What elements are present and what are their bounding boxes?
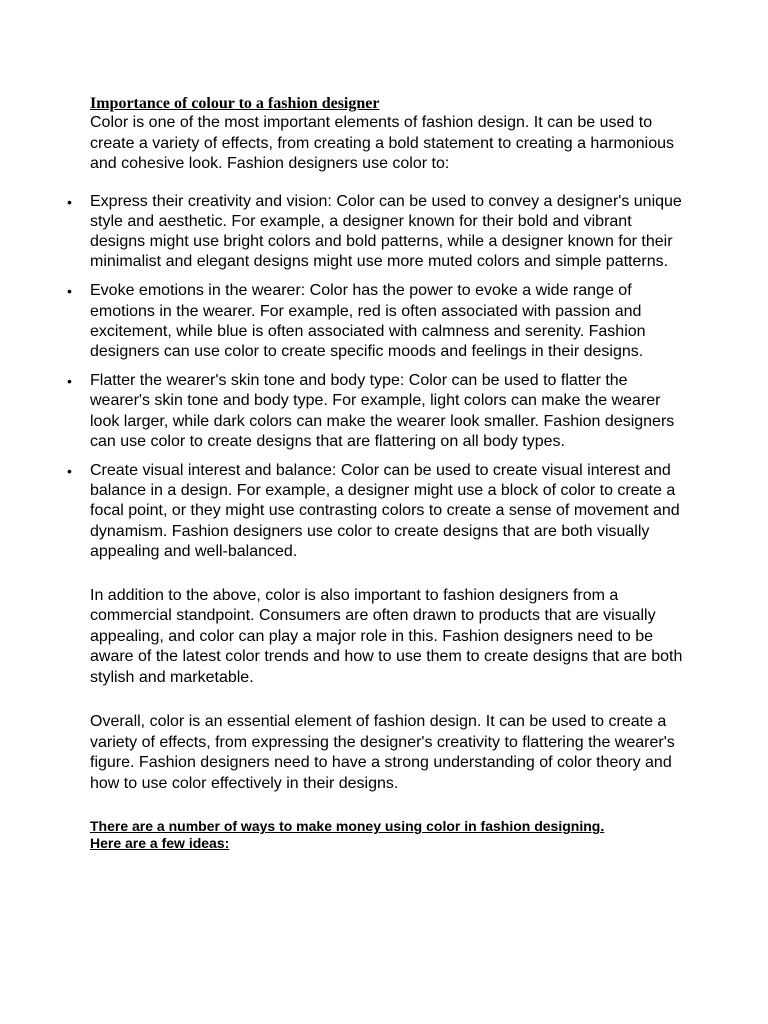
bullet-text: Evoke emotions in the wearer: Color has the power to evoke a wide range of emotions in the wearer. For example, red is often associated with passion and excitement, while blue is often associated with calmness and serenity. Fashion designers can use color to create specific moods and feelings in their designs. — [90, 282, 646, 360]
bullet-icon: • — [67, 193, 72, 210]
closing-heading-line-2: Here are a few ideas: — [90, 835, 230, 852]
commercial-paragraph: In addition to the above, color is also important to fashion designers from a commercial standpoint. Consumers are often drawn to products that are visually appealing, and color can play a major role in this. Fashion designers need to be aware of the latest color trends and how to use them to create designs that are both stylish and marketable. — [90, 586, 683, 686]
bullet-text: Flatter the wearer's skin tone and body type: Color can be used to flatter the wearer's skin tone and body type. For example, light colors can make the wearer look larger, while dark colors can make the wearer look smaller. Fashion designers can use color to create designs that are flattering on all body types. — [90, 372, 675, 450]
document-title: Importance of colour to a fashion designer — [90, 95, 380, 112]
closing-heading-line-1: There are a number of ways to make money using color in fashion designing. — [90, 818, 605, 835]
closing-heading — [90, 818, 690, 852]
list-item — [67, 371, 690, 452]
document-page — [67, 95, 690, 852]
bullet-icon: • — [67, 373, 72, 390]
list-item — [67, 281, 690, 362]
bullet-list — [67, 192, 690, 562]
intro-paragraph: Color is one of the most important elements of fashion design. It can be used to create a variety of effects, from creating a bold statement to creating a harmonious and cohesive look. Fashion designers use color to: — [90, 114, 675, 172]
list-item — [67, 192, 690, 273]
list-item — [67, 461, 690, 562]
bullet-icon: • — [67, 283, 72, 300]
bullet-text: Express their creativity and vision: Color can be used to convey a designer's unique style and aesthetic. For example, a designer known for their bold and vibrant designs might use bright colors and bold patterns, while a designer known for their minimalist and elegant designs might use more muted colors and simple patterns. — [90, 192, 682, 271]
bullet-text: Create visual interest and balance: Color can be used to create visual interest and balance in a design. For example, a designer might use a block of color to create a focal point, or they might use contrasting colors to create a sense of movement and dynamism. Fashion designers use color to create designs that are both visually appealing and well-balanced. — [90, 461, 680, 560]
bullet-icon: • — [67, 462, 72, 479]
overall-paragraph: Overall, color is an essential element of fashion design. It can be used to create a variety of effects, from expressing the designer's creativity to flattering the wearer's figure. Fashion designers need to have a strong understanding of color theory and how to use color effectively in their designs. — [90, 713, 675, 792]
